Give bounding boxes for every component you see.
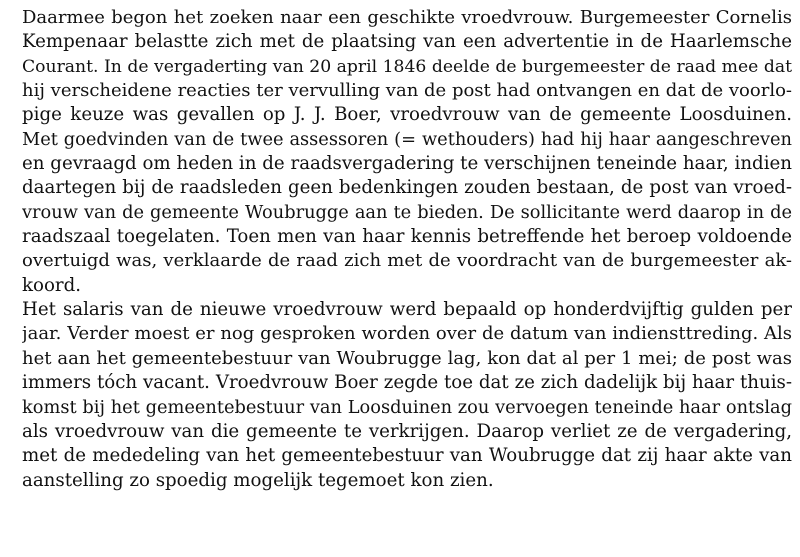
text-line: jaar. Verder moest er nog gesproken worden over de datum van indiensttreding. Als — [22, 323, 792, 345]
text-line: Het salaris van de nieuwe vroedvrouw werd bepaald op honderdvijftig gulden per — [22, 299, 792, 321]
paragraph-advertentie — [22, 6, 792, 298]
text-line: daartegen bij de raadsleden geen bedenkingen zouden bestaan, de post van vroed- — [22, 177, 792, 199]
text-line: overtuigd was, verklaarde de raad zich met de voordracht van de burgemeester ak- — [22, 250, 792, 272]
text-line: Met goedvinden van de twee assessoren (= wethouders) had hij haar aangeschreven — [22, 128, 792, 150]
text-line: Courant. In de vergaderting van 20 april 1846 deelde de burgemeester de raad mee dat — [22, 56, 792, 77]
text-line: komst bij het gemeentebestuur van Loosduinen zou vervoegen teneinde haar ontslag — [22, 396, 792, 418]
text-line: pige keuze was gevallen op J. J. Boer, vroedvrouw van de gemeente Loosduinen. — [22, 104, 792, 126]
text-line: en gevraagd om heden in de raadsvergadering te verschijnen teneinde haar, indien — [22, 153, 792, 175]
text-line: het aan het gemeentebestuur van Woubrugge lag, kon dat al per 1 mei; de post was — [22, 347, 792, 369]
text-line: Kempenaar belastte zich met de plaatsing van een advertentie in de Haarlemsche — [22, 31, 792, 53]
text-line: koord. — [22, 274, 82, 296]
text-line: vrouw van de gemeente Woubrugge aan te bieden. De sollicitante werd daarop in de — [22, 201, 792, 223]
text-line: met de mededeling van het gemeentebestuur van Woubrugge dat zij haar akte van — [22, 445, 792, 467]
text-line: immers tóch vacant. Vroedvrouw Boer zegde toe dat ze zich dadelijk bij haar thuis- — [22, 372, 792, 394]
text-line: hij verscheidene reacties ter vervulling van de post had ontvangen en dat de voorlo- — [22, 80, 792, 102]
text-line: aanstelling zo spoedig mogelijk tegemoet kon zien. — [22, 469, 494, 491]
text-line: raadszaal toegelaten. Toen men van haar kennis betreffende het beroep voldoende — [22, 226, 792, 248]
document-page — [22, 6, 792, 493]
text-line: Daarmee begon het zoeken naar een geschikte vroedvrouw. Burgemeester Cornelis — [22, 7, 792, 28]
paragraph-salaris — [22, 298, 792, 493]
text-line: als vroedvrouw van die gemeente te verkrijgen. Daarop verliet ze de vergadering, — [22, 420, 792, 442]
